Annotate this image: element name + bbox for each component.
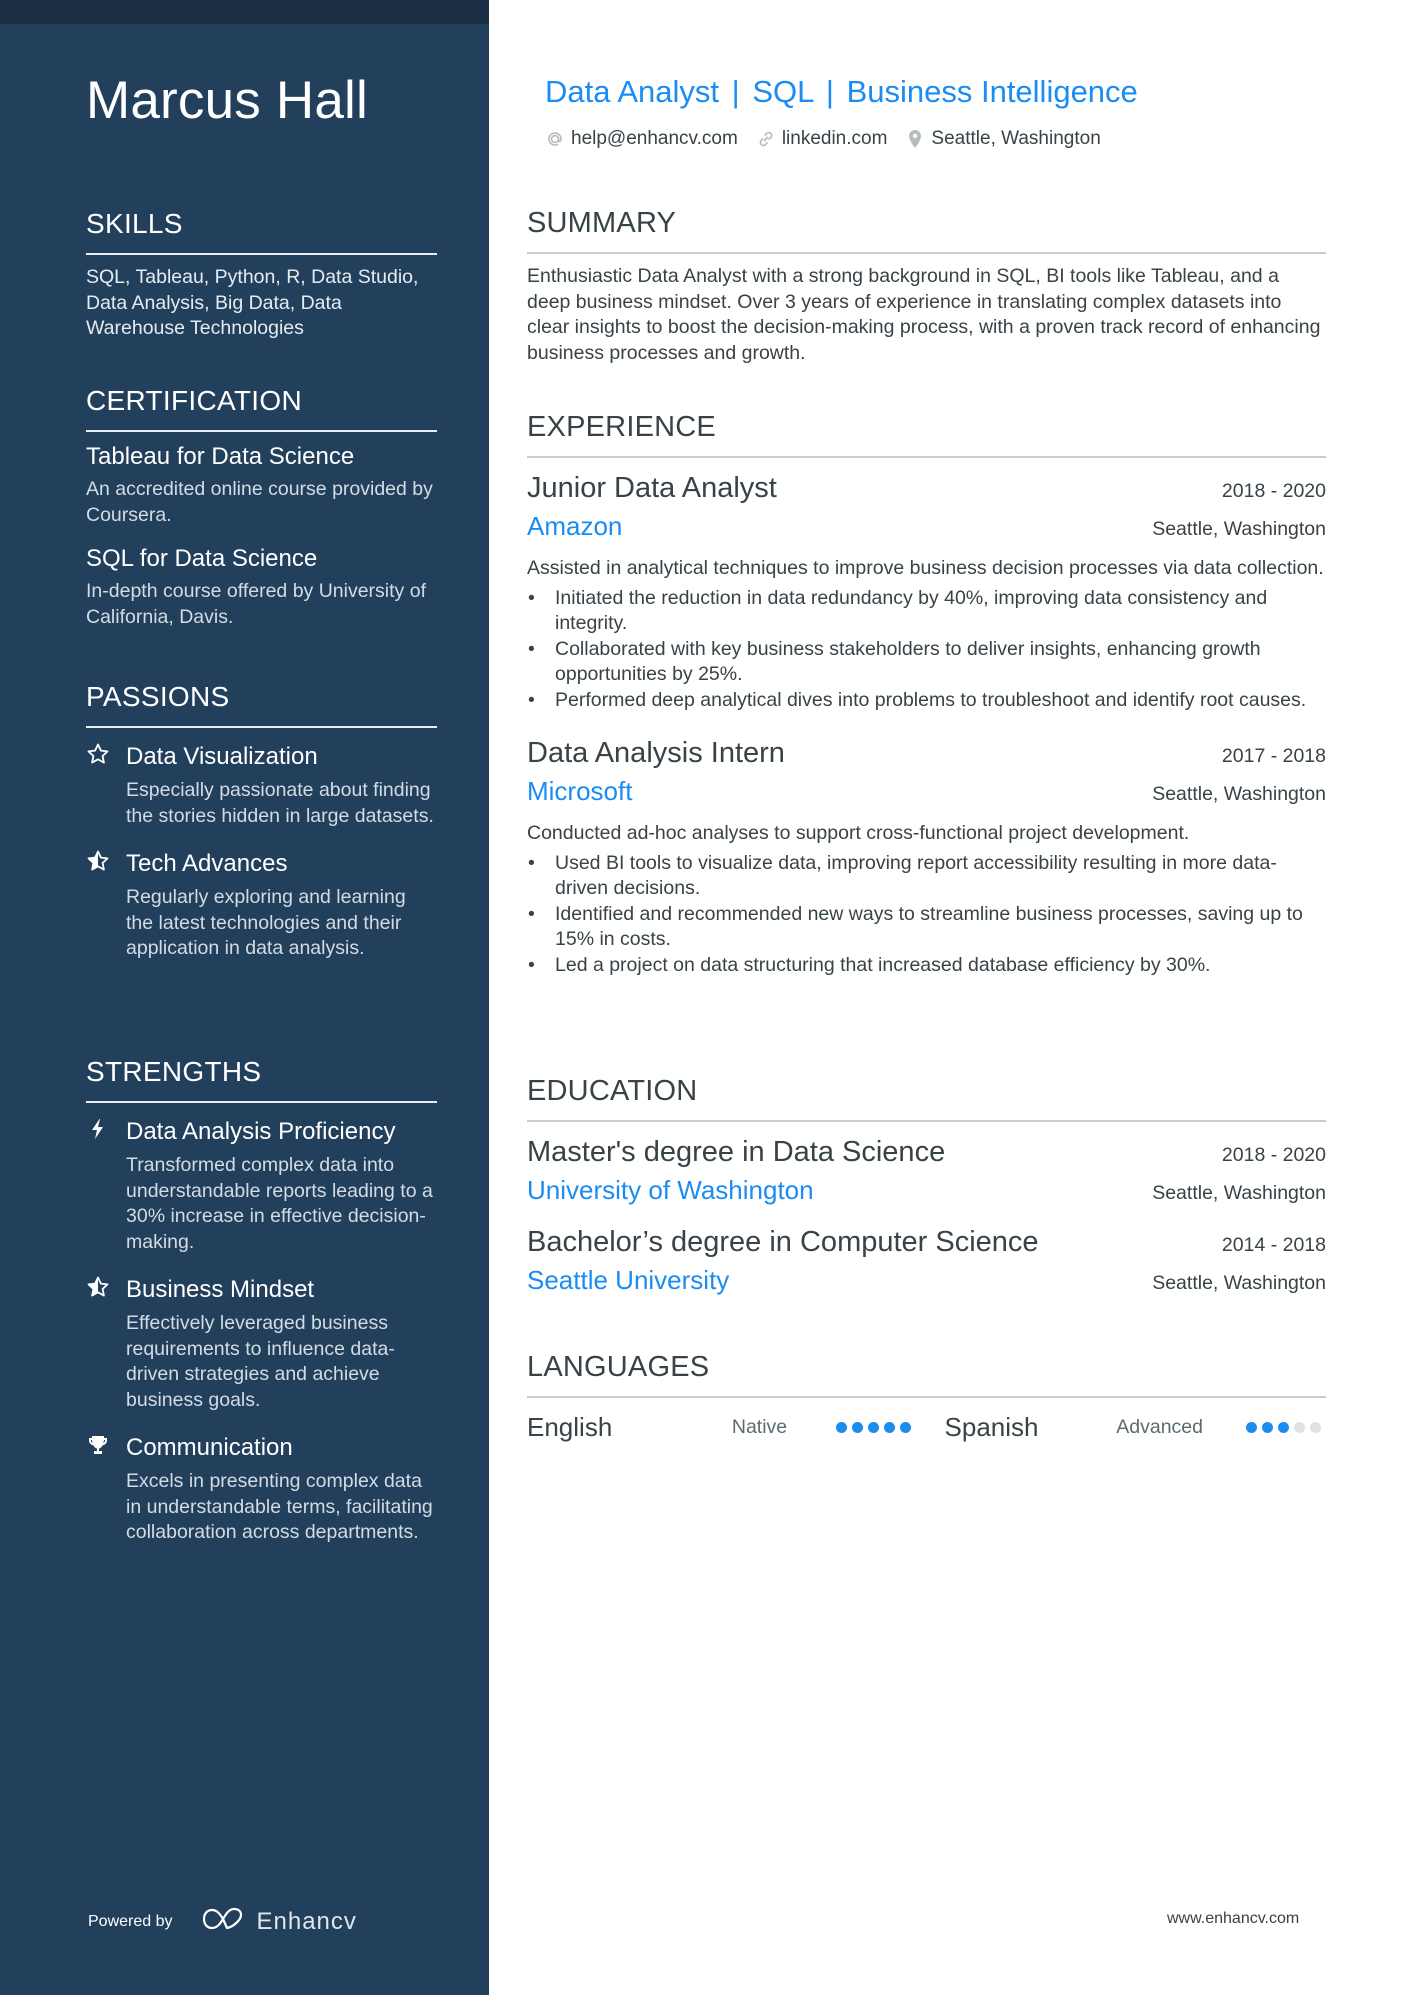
proficiency-dot-filled xyxy=(836,1422,847,1433)
passion-title: Data Visualization xyxy=(126,743,318,770)
strength-item xyxy=(86,1271,437,1413)
section-divider xyxy=(527,456,1326,458)
experience-section xyxy=(527,410,1326,978)
job-bullet: • Led a project on data structuring that increased database efficiency by 30%. xyxy=(527,953,1326,979)
contact-linkedin[interactable] xyxy=(756,128,888,150)
job-description: Conducted ad-hoc analyses to support cross-functional project development. xyxy=(527,822,1190,844)
strengths-title: STRENGTHS xyxy=(86,1056,262,1087)
contact-info xyxy=(545,128,1119,150)
experience-entry xyxy=(527,470,1326,713)
job-bullets xyxy=(527,586,1326,714)
location-pin-icon xyxy=(905,128,925,150)
languages-section xyxy=(527,1350,1326,1443)
summary-text: Enthusiastic Data Analyst with a strong background in SQL, BI tools like Tableau, and a deep business mindset. Over 3 years of experience in translating complex datasets into clear insights to boost the decision-making process, with a proven track record of enhancing business processes and growth. xyxy=(527,265,1321,364)
school-location: Seattle, Washington xyxy=(1152,1272,1326,1294)
strength-description: Effectively leveraged business requirements to influence data-driven strategies and achieve business goals. xyxy=(126,1312,395,1411)
job-bullet: • Collaborated with key business stakeholders to deliver insights, enhancing growth opportunities by 25%. xyxy=(527,637,1326,688)
language-proficiency-dots xyxy=(1246,1422,1326,1433)
strengths-section xyxy=(86,1055,437,1546)
passion-description: Especially passionate about finding the stories hidden in large datasets. xyxy=(126,779,434,827)
company-name: Microsoft xyxy=(527,776,633,806)
language-name: English xyxy=(527,1412,613,1442)
powered-by xyxy=(88,1906,357,1937)
job-dates: 2018 - 2020 xyxy=(1221,480,1326,502)
skills-text: SQL, Tableau, Python, R, Data Studio, Data Analysis, Big Data, Data Warehouse Technologies xyxy=(86,266,419,339)
certification-name: SQL for Data Science xyxy=(86,545,318,572)
skills-title: SKILLS xyxy=(86,208,183,239)
company-name: Amazon xyxy=(527,511,623,541)
certification-item xyxy=(86,544,437,630)
trophy-icon xyxy=(86,1433,110,1457)
at-icon xyxy=(545,129,565,149)
job-dates: 2017 - 2018 xyxy=(1221,745,1326,767)
star-half-icon xyxy=(86,1275,110,1299)
strength-title: Data Analysis Proficiency xyxy=(126,1118,396,1145)
passion-item xyxy=(86,738,437,829)
education-dates: 2014 - 2018 xyxy=(1221,1234,1326,1256)
strength-title: Business Mindset xyxy=(126,1276,315,1303)
proficiency-dot-filled xyxy=(868,1422,879,1433)
strength-item xyxy=(86,1113,437,1255)
skills-section xyxy=(86,207,437,342)
sidebar xyxy=(0,0,489,1995)
certification-description: In-depth course offered by University of California, Davis. xyxy=(86,580,426,628)
contact-location-text: Seattle, Washington xyxy=(931,128,1101,149)
job-bullet: • Used BI tools to visualize data, improving report accessibility resulting in more data-driven decisions. xyxy=(527,851,1326,902)
education-section xyxy=(527,1074,1326,1296)
passions-title: PASSIONS xyxy=(86,681,230,712)
proficiency-dot-filled xyxy=(1262,1422,1273,1433)
language-name: Spanish xyxy=(944,1412,1039,1442)
job-bullet: • Identified and recommended new ways to streamline business processes, saving up to 15% in costs. xyxy=(527,902,1326,953)
section-divider xyxy=(527,252,1326,254)
candidate-name: Marcus Hall xyxy=(86,71,368,130)
passion-description: Regularly exploring and learning the latest technologies and their application in data analysis. xyxy=(126,886,406,959)
job-location: Seattle, Washington xyxy=(1152,783,1326,805)
sidebar-top-band xyxy=(0,0,489,24)
headline-field: Business Intelligence xyxy=(846,74,1138,109)
proficiency-dot-filled xyxy=(884,1422,895,1433)
education-title: EDUCATION xyxy=(527,1075,698,1107)
education-dates: 2018 - 2020 xyxy=(1221,1144,1326,1166)
education-entry xyxy=(527,1224,1326,1296)
job-bullets xyxy=(527,851,1326,979)
contact-email-text: help@enhancv.com xyxy=(571,128,738,149)
headline xyxy=(545,74,1138,110)
link-icon xyxy=(756,129,776,149)
enhancv-wordmark: Enhancv xyxy=(256,1907,357,1935)
strength-item xyxy=(86,1429,437,1546)
certification-title: CERTIFICATION xyxy=(86,385,302,416)
language-level: Advanced xyxy=(1116,1416,1203,1438)
job-bullet: • Performed deep analytical dives into problems to troubleshoot and identify root causes. xyxy=(527,688,1326,714)
job-title: Data Analysis Intern xyxy=(527,737,785,769)
job-bullet: • Initiated the reduction in data redundancy by 40%, improving data consistency and integrity. xyxy=(527,586,1326,637)
degree-name: Bachelor’s degree in Computer Science xyxy=(527,1226,1039,1258)
education-entry xyxy=(527,1134,1326,1206)
school-name: University of Washington xyxy=(527,1175,814,1205)
strength-title: Communication xyxy=(126,1434,293,1461)
certification-section xyxy=(86,384,437,630)
star-half-icon xyxy=(86,849,110,873)
passions-section xyxy=(86,680,437,962)
footer-website-link[interactable]: www.enhancv.com xyxy=(1167,1910,1300,1927)
passion-item xyxy=(86,845,437,962)
experience-entry xyxy=(527,735,1326,978)
certification-name: Tableau for Data Science xyxy=(86,443,355,470)
languages-title: LANGUAGES xyxy=(527,1351,710,1383)
star-outline-icon xyxy=(86,742,110,766)
headline-role: Data Analyst xyxy=(545,74,720,109)
proficiency-dot-empty xyxy=(1310,1422,1321,1433)
enhancv-logo[interactable] xyxy=(201,1906,357,1937)
language-level: Native xyxy=(731,1416,788,1438)
section-divider xyxy=(86,1101,437,1103)
passion-title: Tech Advances xyxy=(126,850,288,877)
proficiency-dot-filled xyxy=(852,1422,863,1433)
section-divider xyxy=(527,1120,1326,1122)
contact-linkedin-text: linkedin.com xyxy=(781,128,888,149)
job-description: Assisted in analytical techniques to improve business decision processes via data collection. xyxy=(527,557,1324,579)
section-divider xyxy=(86,253,437,255)
school-location: Seattle, Washington xyxy=(1152,1182,1326,1204)
lightning-bolt-icon xyxy=(86,1117,110,1141)
contact-location xyxy=(905,128,1100,150)
section-divider xyxy=(86,726,437,728)
languages-row xyxy=(527,1412,1326,1443)
summary-title: SUMMARY xyxy=(527,207,677,239)
enhancv-infinity-icon xyxy=(201,1906,247,1937)
experience-title: EXPERIENCE xyxy=(527,411,716,443)
degree-name: Master's degree in Data Science xyxy=(527,1136,946,1168)
headline-separator: | xyxy=(825,74,834,109)
job-title: Junior Data Analyst xyxy=(527,472,777,504)
proficiency-dot-filled xyxy=(1278,1422,1289,1433)
proficiency-dot-filled xyxy=(900,1422,911,1433)
contact-email[interactable] xyxy=(545,128,738,150)
certification-item xyxy=(86,442,437,528)
proficiency-dot-filled xyxy=(1246,1422,1257,1433)
powered-by-label: Powered by xyxy=(88,1912,173,1930)
strength-description: Excels in presenting complex data in understandable terms, facilitating collaboration across departments. xyxy=(126,1470,433,1543)
job-location: Seattle, Washington xyxy=(1152,518,1326,540)
certification-description: An accredited online course provided by Coursera. xyxy=(86,478,433,526)
section-divider xyxy=(527,1396,1326,1398)
language-proficiency-dots xyxy=(836,1422,944,1433)
proficiency-dot-empty xyxy=(1294,1422,1305,1433)
section-divider xyxy=(86,430,437,432)
headline-skill: SQL xyxy=(752,74,814,109)
strength-description: Transformed complex data into understandable reports leading to a 30% increase in effective decision-making. xyxy=(126,1154,433,1253)
school-name: Seattle University xyxy=(527,1265,730,1295)
summary-section xyxy=(527,206,1326,366)
headline-separator: | xyxy=(731,74,740,109)
